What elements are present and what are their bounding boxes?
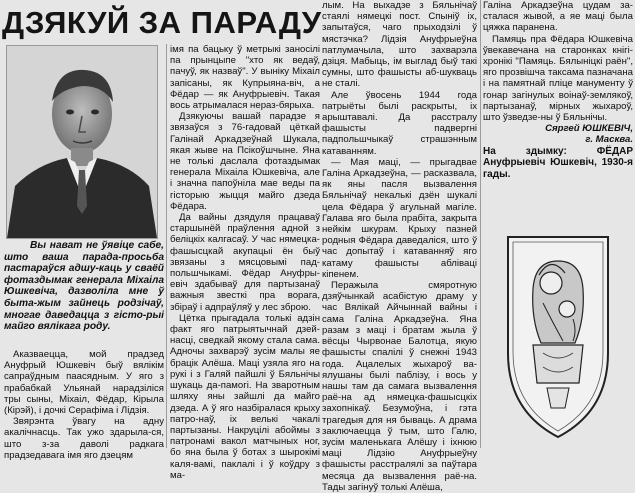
paragraph: імя па бацьку ў метрыкі заносілі па прынцыпе "хто як ведаў, пачуў, як назваў". У вынiку Міхаіл запісаны, як Купрыяна-віч, а Фёдар — як Ануфрыевіч. Такая вось атрымалася нераз-бярыха.	[170, 44, 320, 112]
lead-paragraph: Вы нават не ўявіце сабе, што ваша парада-просьба пастараўся адшу-каць у сваёй фотаздымак генерала Міхаіла Юшкевіча, дазволіла мне ў быта-жым зайнець родзічаў, многае даведацца з гісто-рыі майго вялікага роду.	[4, 240, 164, 333]
paragraph: лым. На выхадзе з Бяльнічаў стаялі нямецкі пост. Спыніў іх, запытаўся, чаго прыходзілі ў мястэчка? Лідзія Ануфрыеўна патлумачыла, што захварэла дзіця. Мабыць, ім выглад быў такі сумны, што фашысты аб-шукваць не сталі.	[322, 0, 477, 90]
column-divider	[166, 44, 167, 448]
column-2	[170, 44, 320, 481]
paragraph: Памяць пра Фёдара Юшкевіча ўвекавечана на старонках кнігі-хронікі "Памяць. Бялыніцкі раён", яго прозвішча таксама пазначана і на памятнай пліце манументу ў гонар загінулых воінаў-землякоў, партызанаў, мірных жыхароў, што ўзведзе-ны ў Бяльнічы.	[483, 33, 633, 124]
paragraph: — Мая маці, — прыгадвае Галіна Аркадзеўна, — расказвала, як яны пасля вызвалення Бяльнічаў некалькі дзён шукалі цела Фёдара ў агульнай магіле. Галава яго была прабіта, закрыта нейкім шкурам. Крыху пазней родныя Фёдара даведаліся, што ў час допытаў і катаванняў яго катаму фашысты абліваці кіпенем.	[322, 156, 477, 280]
paragraph: Дзякуючы вашай парадзе я звязаўся з 76-гадовай цёткай Галінай Аркадзеўнай Шукала, якая жыве на Псікоўшчыне. Яна не толькі даслала фотаздымак генерала Міхаіла Юшкевіча, але і значна папоўніла мае веды па гісторыю жыцця майго дзеда Фёдара.	[170, 111, 320, 212]
portrait-photo	[6, 45, 158, 239]
paragraph: Звярэнта ўвагу на адну акалічнасць. Так ужо здарыла-ся, што з-за даволі радкага прадзедавага імя яго дзецям	[4, 416, 164, 461]
paragraph: Перажыла смяротную дзяўчынкай асабістую драму у час Вялікай Айчыннай вайны і сама Галіна Аркадзеўна. Яна разам з маці і братам жыла ў вёсцы Чырвонае Балотца, якую фашысты спалілі ў снежні 1943 года. Ацалелых жыхароў ва-ялушаны былі паблізу, і вось у нашы там да самага вызвалення раё-на ад нямецка-фашысцкіх захопнікаў. Безумоўна, і гэта трагедыя для ня бываць. А драма заключаецца ў тым, што Галю, зусім маленькага Алёшу і іхнюю маці Лідзію Ануфрыеўну фашысты расстралялі за паўтара месяца да вызвалення раё-на. Тады загінуў толькі Алёша,	[322, 280, 477, 493]
paragraph: Але ўвосень 1944 года патрыёты былі раскрыты, іх арыштавалі. Да расстралу фашысты падвергні падпольшчыкаў страшэнным катаванням.	[322, 89, 477, 157]
author-city: г. Масква.	[585, 134, 633, 146]
paragraph: Цётка прыгадала толькі адзін факт яго патрыятычнай дзей-насці, сведкай якому стала сама. Адночы захварэў зусім малы яе брацік Алёша. Маці узяла яго на рукі і з Галяй пайшлі ў Бяльнічы шукаць да-памогі. На зваротным шляху яны зайшлі да майго дзеда. А ў яго назбіралася крыху патро-наў, іх велькі чакалі партызаны. Накруцілі абоймы з патронамі вакол матчыных ног, бо яна была ў ботах з шырокімі каля-вамі, паклалі і ў коўдру з ма-	[170, 312, 320, 481]
coat-of-arms-emblem	[503, 233, 613, 441]
author-name: Сяргей ЮШКЕВІЧ,	[545, 123, 633, 135]
photo-caption: На здымку: ФЁДАР Ануфрыевіч Юшкевіч, 1930-я гады.	[483, 145, 633, 180]
column-1	[4, 349, 164, 461]
portrait-illustration	[7, 46, 157, 238]
paragraph: Аказваецца, мой прадзед Ануфрый Юшкевіч быў вялікім сапраўдным паасядным. У яго з прабабкай Ульянай нарадзіліся тры сыны, Міхаіл, Фёдар, Кірыла (Кірэй), і дочкі Серафіма і Лідзія.	[4, 349, 164, 417]
paragraph: Да вайны дзядуля працаваў старшынёй праўлення адной з беліцкіх калгасаў. У час нямецка-фашысцкай акупацыі ён быў звязаны з мясцовымі пад-польшчыкамі. Фёдар Ануфры-евіч здабываў для партызанаў важныя звесткі пра ворага, збіраў і адпраўляў у лес зброю.	[170, 212, 320, 313]
column-3	[322, 0, 477, 493]
column-divider	[480, 0, 481, 448]
column-4	[483, 0, 633, 180]
headline: ДЗЯКУЙ ЗА ПАРАДУ	[2, 5, 322, 40]
paragraph: Галіна Аркадзеўна цудам за-сталася жывой, а яе маці была цяжка паранена.	[483, 0, 633, 34]
